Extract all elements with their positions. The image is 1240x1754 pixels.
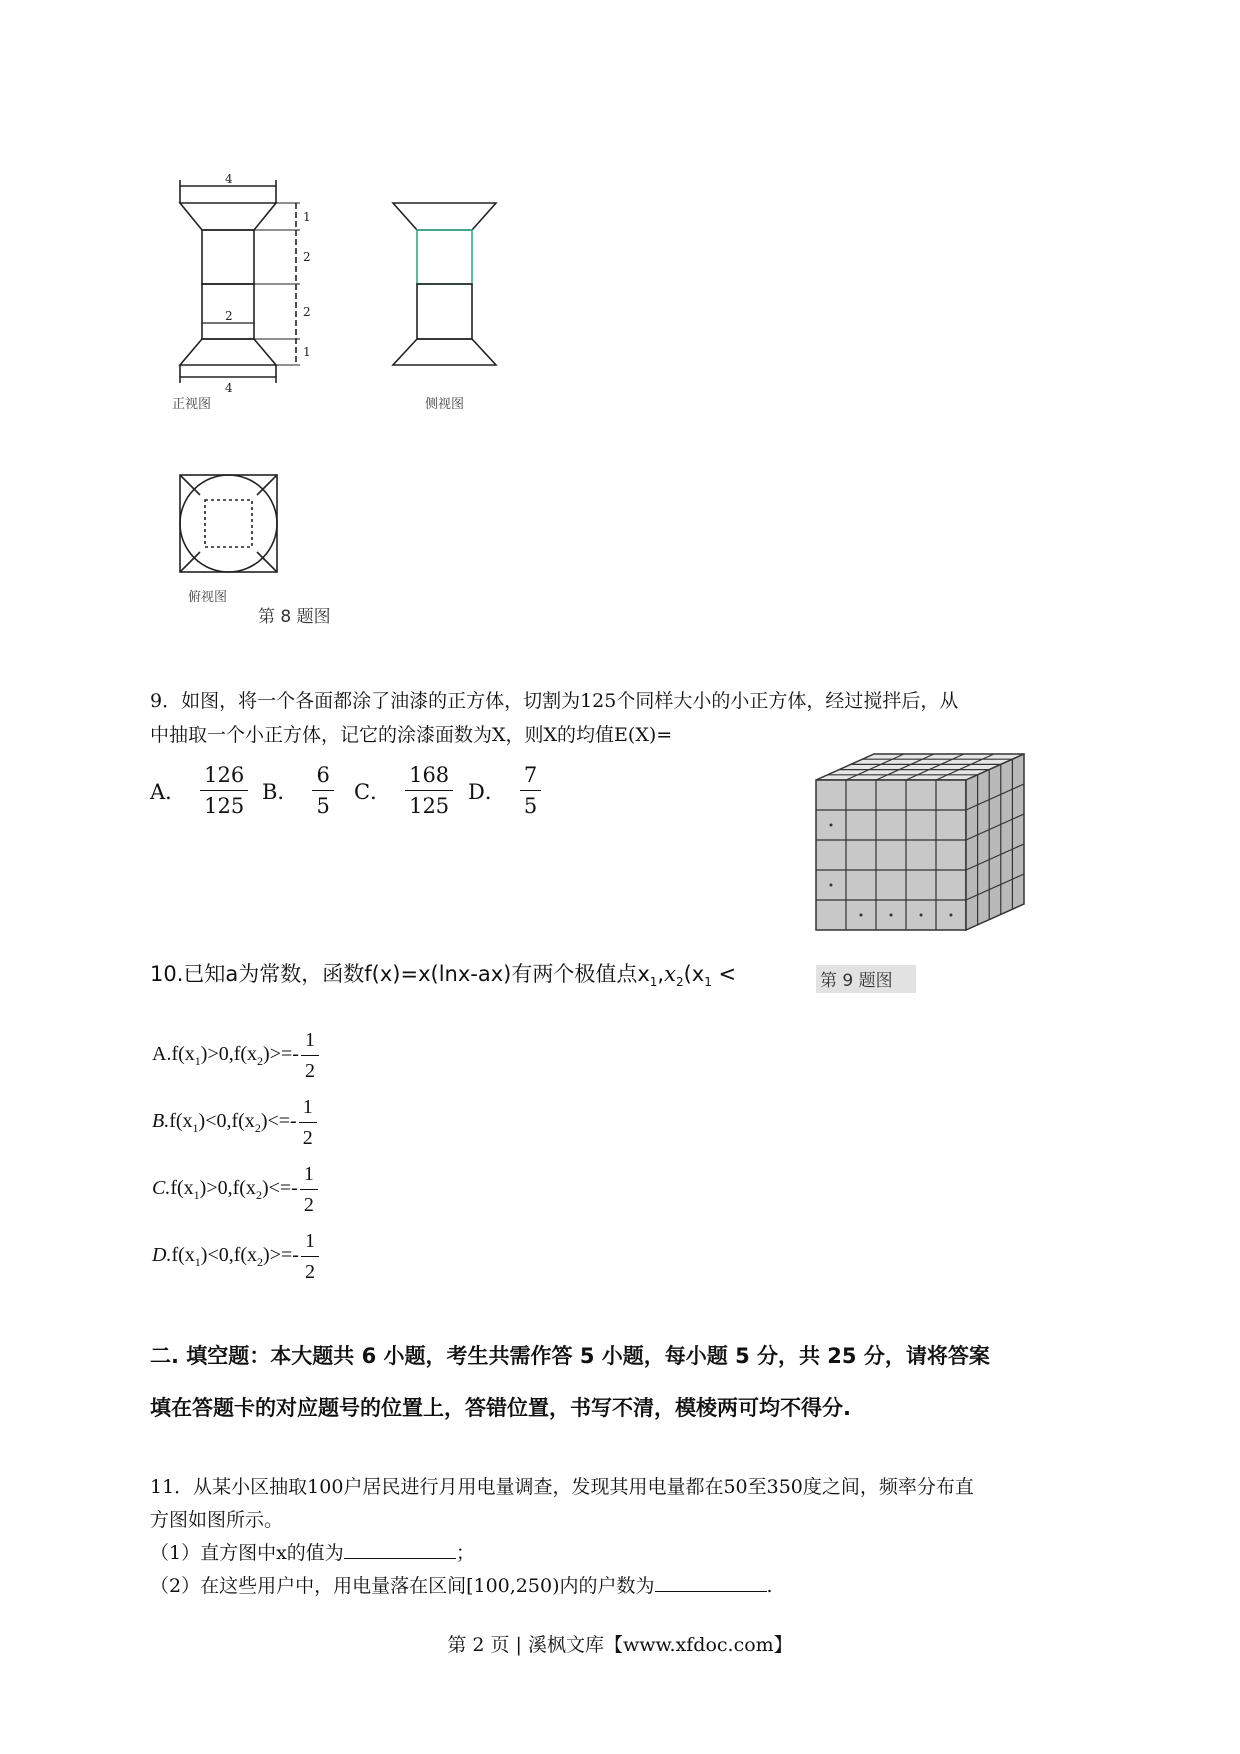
q10-option-a: $A.f(x_1)>0,f(x_2)>=-$ $\frac{1}{2}$ — [152, 1025, 325, 1086]
q11-part1: （1）直方图中x的值为 ； — [150, 1536, 475, 1570]
dim-height-1: 1 — [303, 210, 311, 224]
q9-option-d: D． $\frac{7}{5}$ — [468, 760, 547, 821]
q9-option-c: C． $\frac{168}{125}$ — [354, 760, 459, 821]
cube-drawing — [806, 750, 1036, 1010]
figure-9 — [806, 750, 1036, 1010]
answer-blank-1 — [344, 1536, 456, 1559]
dim-bottom-width: 4 — [225, 381, 233, 395]
q9-option-a: A． $\frac{126}{125}$ — [150, 760, 254, 821]
dim-middle-width: 2 — [225, 309, 233, 323]
q11-part2: （2）在这些用户中，用电量落在区间[100,250)内的户数为 . — [150, 1569, 773, 1603]
figure-8-caption: 第 8 题图 — [258, 607, 331, 627]
side-view-caption: 侧视图 — [425, 397, 465, 412]
q10-option-b: $B.f(x_1)<0,f(x_2)<=-$ $\frac{1}{2}$ — [152, 1092, 323, 1153]
answer-blank-2 — [655, 1569, 767, 1592]
front-view-caption: 正视图 — [172, 397, 212, 412]
q9-line1: 9．如图，将一个各面都涂了油漆的正方体，切割为125个同样大小的小正方体，经过搅拌后，从 — [150, 690, 959, 712]
q11-line2: 方图如图所示。 — [150, 1509, 284, 1531]
three-view-drawing — [150, 170, 550, 640]
dim-height-3: 2 — [303, 305, 311, 319]
figure-9-caption: 第 9 题图 — [820, 971, 893, 991]
q11-line1: 11．从某小区抽取100户居民进行月用电量调查，发现其用电量都在50至350度之间，频率分布直 — [150, 1476, 974, 1498]
q9-option-b: B． $\frac{6}{5}$ — [262, 760, 340, 821]
figure-8 — [150, 170, 550, 640]
section-2-heading-line1: 二. 填空题：本大题共 6 小题，考生共需作答 5 小题，每小题 5 分，共 25 分，请将答案 — [150, 1344, 990, 1368]
side-view-shape — [393, 203, 496, 365]
dim-top-width: 4 — [225, 172, 233, 186]
page-footer: 第 2 页 | 溪枫文库【www.xfdoc.com】 — [447, 1634, 793, 1656]
section-2-heading-line2: 填在答题卡的对应题号的位置上，答错位置，书写不清，模棱两可均不得分. — [150, 1396, 851, 1420]
q10-option-d: $D.f(x_1)<0,f(x_2)>=-$ $\frac{1}{2}$ — [152, 1226, 325, 1287]
top-view-shape — [180, 475, 277, 572]
q10-stem: 10.已知a为常数，函数f(x)=x(lnx-ax)有两个极值点$x_1,x_2(x_1$ < — [150, 962, 737, 990]
top-view-caption: 俯视图 — [188, 590, 228, 605]
dim-height-4: 1 — [303, 345, 311, 359]
q10-option-c: $C.f(x_1)>0,f(x_2)<=-$ $\frac{1}{2}$ — [152, 1159, 324, 1220]
dim-height-2: 2 — [303, 250, 311, 264]
q9-line2: 中抽取一个小正方体，记它的涂漆面数为X，则X的均值E(X)= — [150, 724, 673, 746]
